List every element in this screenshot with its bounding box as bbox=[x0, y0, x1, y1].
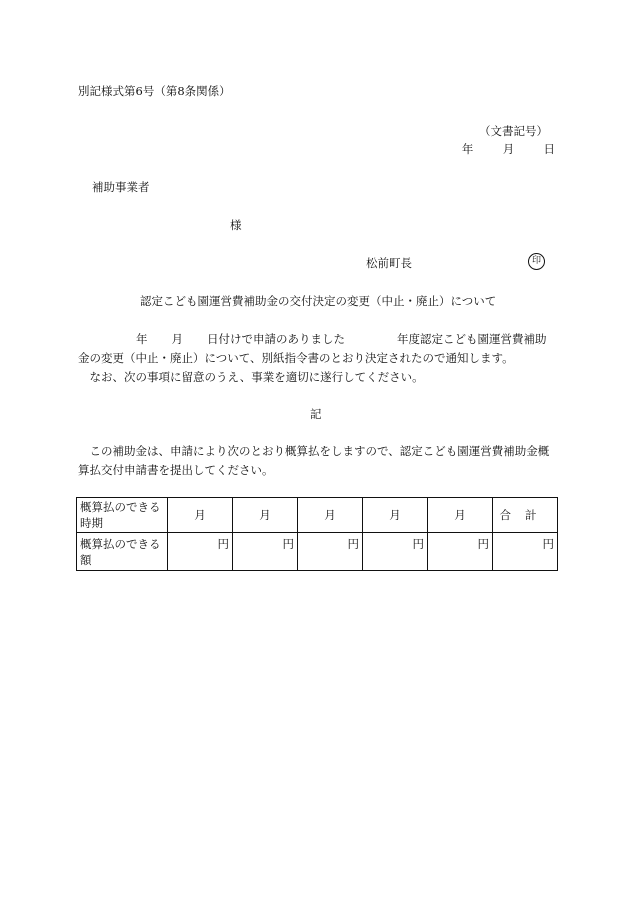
recipient: 補助事業者 bbox=[92, 180, 150, 194]
table-row bbox=[77, 498, 558, 533]
seal-icon: 印 bbox=[528, 253, 545, 270]
date-year: 年 bbox=[461, 142, 474, 156]
honorific: 様 bbox=[230, 218, 242, 232]
notice-body bbox=[78, 330, 558, 387]
total-amount-cell: 円 bbox=[493, 533, 558, 571]
date-day: 日 bbox=[543, 142, 555, 156]
month-cell: 月 bbox=[428, 498, 493, 533]
notice-line-3: なお、次の事項に留意のうえ、事業を適切に遂行してください。 bbox=[78, 370, 424, 384]
month-cell: 月 bbox=[233, 498, 298, 533]
notice-line-2: 金の変更（中止・廃止）について、別紙指令書のとおり決定されたので通知します。 bbox=[78, 351, 514, 365]
total-header: 合計 bbox=[493, 498, 558, 533]
month-cell: 月 bbox=[298, 498, 363, 533]
schedule-table bbox=[76, 497, 558, 571]
amount-cell: 円 bbox=[298, 533, 363, 571]
date-month: 月 bbox=[502, 142, 515, 156]
sender: 松前町長 bbox=[366, 256, 412, 270]
month-cell: 月 bbox=[168, 498, 233, 533]
body-text-1: 日付けで申請のありました bbox=[207, 332, 345, 346]
body-year: 年 bbox=[136, 332, 148, 346]
row-header-timing: 概算払のできる時期 bbox=[77, 498, 168, 533]
row-header-amount: 概算払のできる額 bbox=[77, 533, 168, 571]
instruction-text: この補助金は、申請により次のとおり概算払をしますので、認定こども園運営費補助金概算払交付申請書を提出してください。 bbox=[78, 444, 550, 477]
body-text-2: 年度認定こども園運営費補助 bbox=[397, 332, 547, 346]
amount-cell: 円 bbox=[168, 533, 233, 571]
document-number: （文書記号） bbox=[479, 124, 548, 138]
issue-date bbox=[462, 141, 555, 157]
amount-cell: 円 bbox=[428, 533, 493, 571]
month-cell: 月 bbox=[363, 498, 428, 533]
notice-line-1 bbox=[78, 330, 558, 349]
amount-cell: 円 bbox=[233, 533, 298, 571]
body-month: 月 bbox=[171, 332, 183, 346]
amount-cell: 円 bbox=[363, 533, 428, 571]
table-row bbox=[77, 533, 558, 571]
subject: 認定こども園運営費補助金の交付決定の変更（中止・廃止）について bbox=[140, 294, 497, 308]
form-number: 別記様式第6号（第8条関係） bbox=[78, 84, 231, 98]
ki-heading: 記 bbox=[310, 407, 322, 421]
